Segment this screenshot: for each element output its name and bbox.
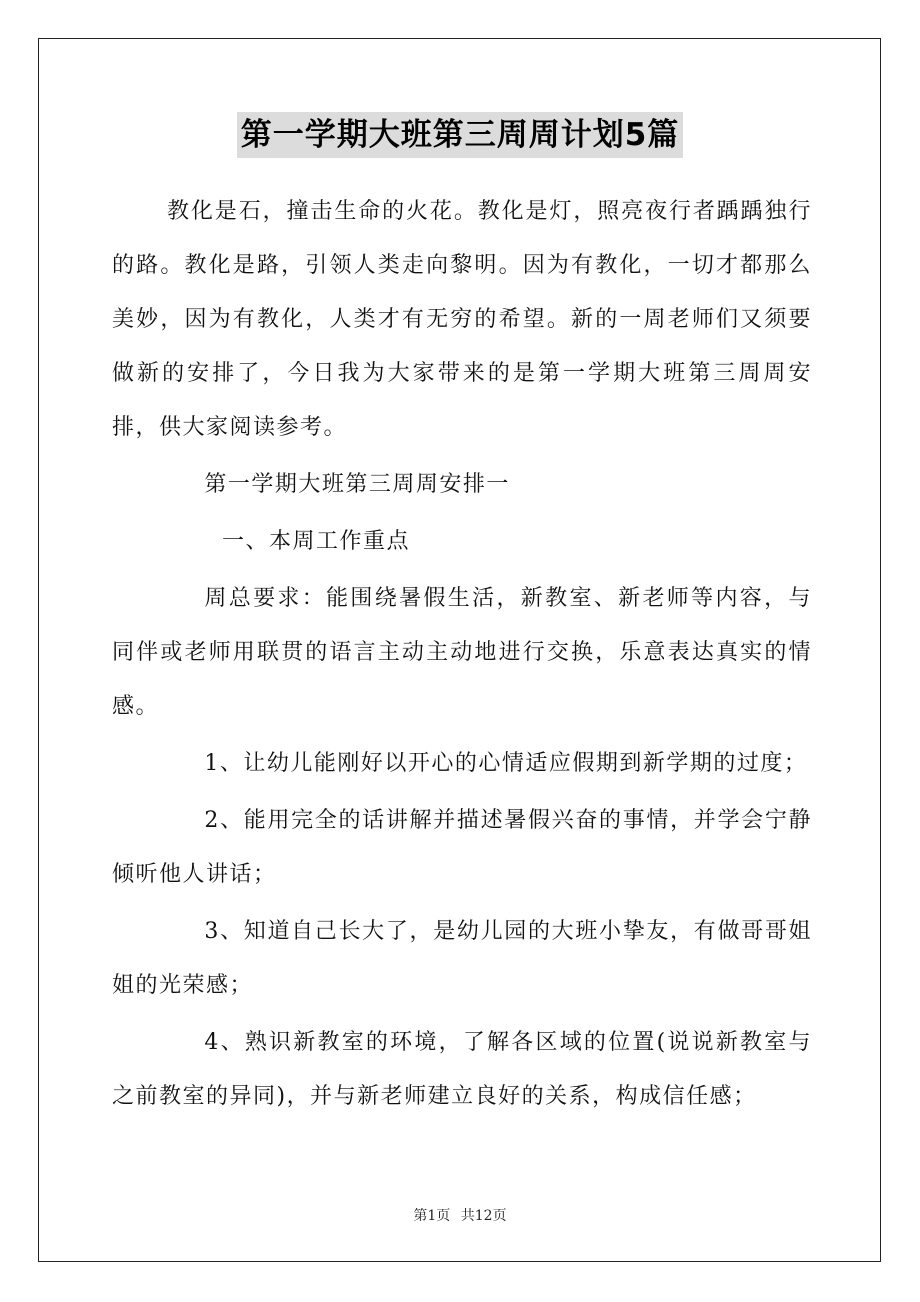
- title-container: [0, 112, 920, 158]
- subsection-heading: 一、本周工作重点: [222, 529, 411, 554]
- goal-item-1: 1、让幼儿能刚好以开心的心情适应假期到新学期的过度；: [204, 751, 808, 776]
- intro-paragraph: 教化是石，撞击生命的火花。教化是灯，照亮夜行者踽踽独行的路。教化是路，引领人类走向黎明。因为有教化，一切才都那么美妙，因为有教化，人类才有无穷的希望。新的一周老师们又须要做新的安排了，今日我为大家带来的是第一学期大班第三周周安排，供大家阅读参考。: [112, 199, 812, 440]
- document-body: [112, 185, 812, 1127]
- goal-item-2: 2、能用完全的话讲解并描述暑假兴奋的事情，并学会宁静倾听他人讲话；: [112, 808, 812, 887]
- section-heading: 第一学期大班第三周周安排一: [204, 472, 510, 497]
- document-title: 第一学期大班第三周周计划5篇: [237, 112, 684, 158]
- page-footer: [0, 1205, 920, 1225]
- total-pages: 共12页: [460, 1208, 507, 1224]
- goal-item-4: 4、熟识新教室的环境，了解各区域的位置(说说新教室与之前教室的异同)，并与新老师建立良好的关系，构成信任感；: [112, 1030, 812, 1109]
- goal-item-3: 3、知道自己长大了，是幼儿园的大班小挚友，有做哥哥姐姐的光荣感；: [112, 919, 812, 998]
- weekly-requirement-paragraph: 周总要求：能围绕暑假生活，新教室、新老师等内容，与同伴或老师用联贯的语言主动主动地进行交换，乐意表达真实的情感。: [112, 586, 812, 719]
- page-number: 第1页: [413, 1208, 451, 1224]
